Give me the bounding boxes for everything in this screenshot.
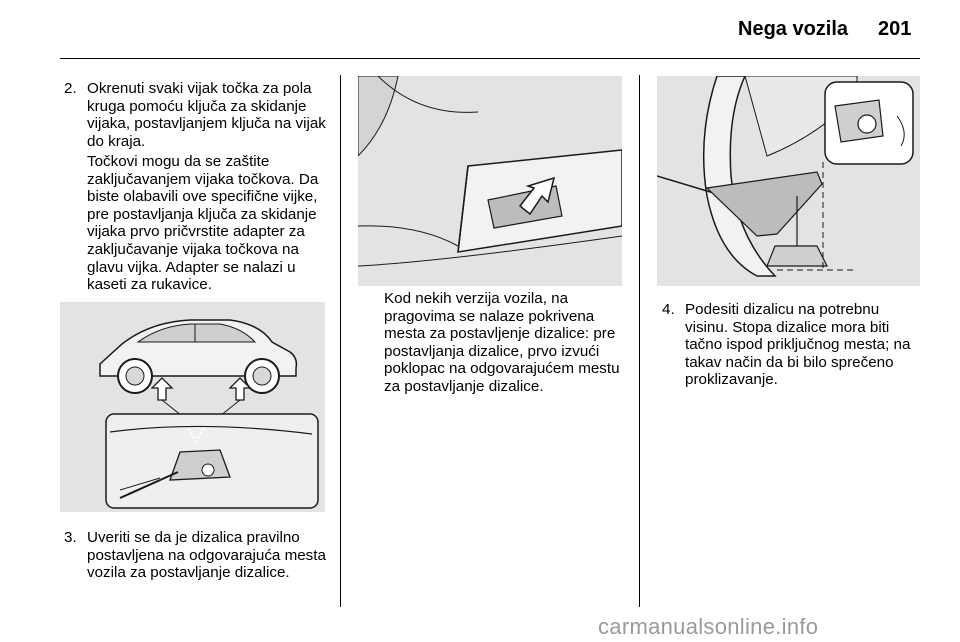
step-4 bbox=[662, 301, 924, 389]
page-header-title: Nega vozila bbox=[738, 18, 849, 40]
step-4-text: Podesiti dizalicu na potrebnu visinu. Stopa dizalice mora biti tačno ispod priključnog mesta; na takav način da bi bilo sprečeno proklizavanje. bbox=[685, 301, 911, 389]
figure-car-jack-points bbox=[60, 302, 325, 512]
footer-watermark: carmanualsonline.info bbox=[598, 614, 819, 639]
column-divider-left bbox=[340, 75, 341, 607]
lock-bolt-note: Točkovi mogu da se zaštite zaključavanjem vijaka točkova. Da biste olabavili ove specifične vijke, pre postavljanja ključa za skidanje vijaka prvo pričvrstite adapter za zaključavanje vijaka točkova na glavu vijka. Adapter se nalazi u kaseti za rukavice. bbox=[87, 153, 319, 294]
step-2 bbox=[64, 80, 326, 150]
car-jack-points-illustration bbox=[60, 302, 325, 512]
step-2-text: Okrenuti svaki vijak točka za pola kruga pomoću ključa za skidanje vijaka, postavljanjem ključa na vijak do kraja. bbox=[87, 80, 326, 150]
sill-cover-illustration bbox=[358, 76, 622, 286]
step-3-number: 3. bbox=[64, 529, 77, 546]
figure-jack-height bbox=[657, 76, 920, 286]
page-number: 201 bbox=[878, 18, 912, 40]
step-2-number: 2. bbox=[64, 80, 77, 97]
step-4-number: 4. bbox=[662, 301, 675, 318]
header-divider bbox=[60, 58, 920, 59]
jack-height-illustration bbox=[657, 76, 920, 286]
step-3 bbox=[64, 529, 326, 582]
sill-cover-text: Kod nekih verzija vozila, na pragovima se nalaze pokrivena mesta za postavljenje dizalice: pre postavljanja dizalice, prvo izvući poklopac na odgovarajućem mestu za postavljanje dizalice. bbox=[384, 290, 620, 395]
figure-sill-cover bbox=[358, 76, 622, 286]
step-3-text: Uveriti se da je dizalica pravilno postavljena na odgovarajuća mesta vozila za postavljanje dizalice. bbox=[87, 529, 326, 582]
column-divider-right bbox=[639, 75, 640, 607]
